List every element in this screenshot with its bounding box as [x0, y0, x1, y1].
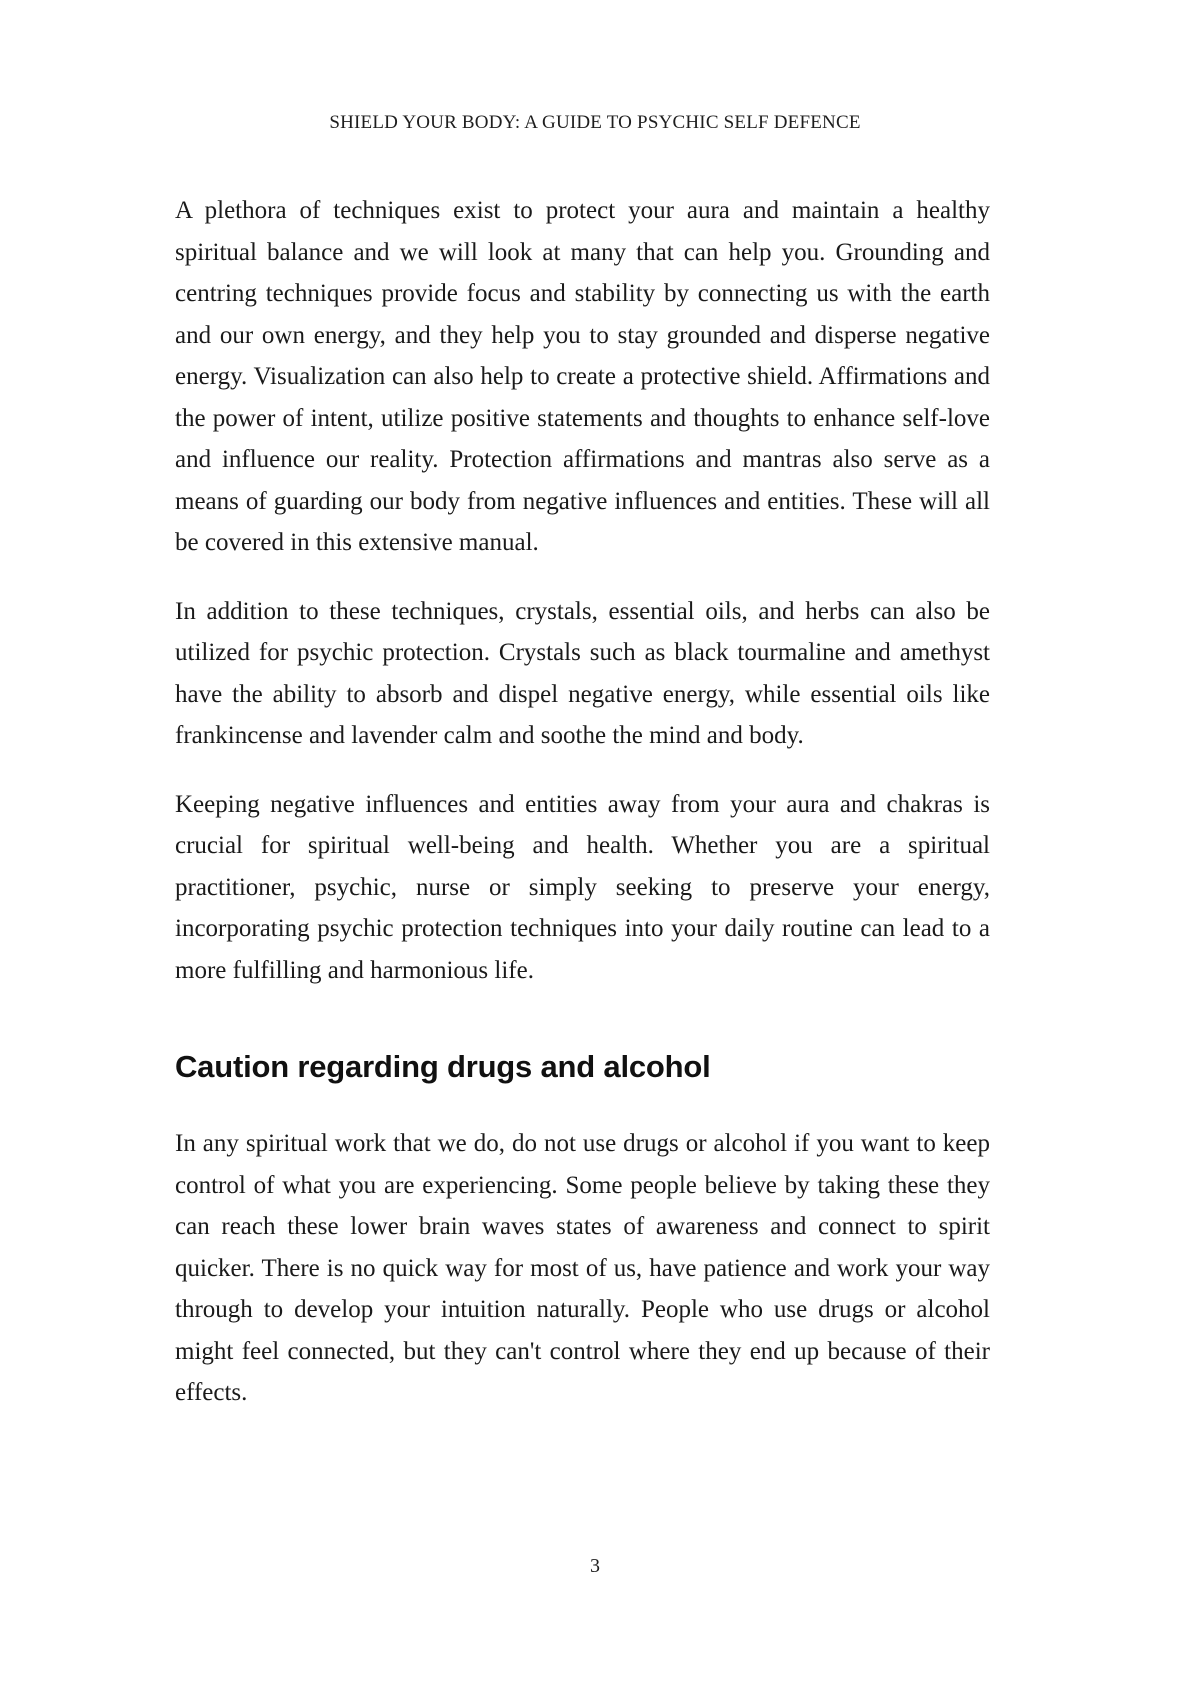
body-paragraph: Keeping negative influences and entities away from your aura and chakras is crucial for spiritual well-being and health. Whether you are a spiritual practitioner, psychic, nurse or simply seeking to preserve your energy, incorporating psychic protection techniques into your daily routine can lead to a more fulfilling and harmonious life. — [175, 790, 990, 984]
page-number: 3 — [590, 1555, 600, 1577]
running-header: SHIELD YOUR BODY: A GUIDE TO PSYCHIC SELF DEFENCE — [329, 112, 861, 133]
body-paragraph: In addition to these techniques, crystals, essential oils, and herbs can also be utilized for psychic protection. Crystals such as black tourmaline and amethyst have the ability to absorb and dispel negative energy, while essential oils like frankincense and lavender calm and soothe the mind and body. — [175, 597, 990, 749]
body-paragraph: A plethora of techniques exist to protect your aura and maintain a healthy spiritual balance and we will look at many that can help you. Grounding and centring techniques provide focus and stability by connecting us with the earth and our own energy, and they help you to stay grounded and disperse negative energy. Visualization can also help to create a protective shield. Affirmations and the power of intent, utilize positive statements and thoughts to enhance self-love and influence our reality. Protection affirmations and mantras also serve as a means of guarding our body from negative influences and entities. These will all be covered in this extensive manual. — [175, 197, 990, 556]
page-content — [175, 190, 990, 1441]
section-heading: Caution regarding drugs and alcohol — [175, 1049, 711, 1084]
section-paragraph: In any spiritual work that we do, do not use drugs or alcohol if you want to keep control of what you are experiencing. Some people believe by taking these they can reach these lower brain waves states of awareness and connect to spirit quicker. There is no quick way for most of us, have patience and work your way through to develop your intuition naturally. People who use drugs or alcohol might feel connected, but they can't control where they end up because of their effects. — [175, 1130, 990, 1406]
